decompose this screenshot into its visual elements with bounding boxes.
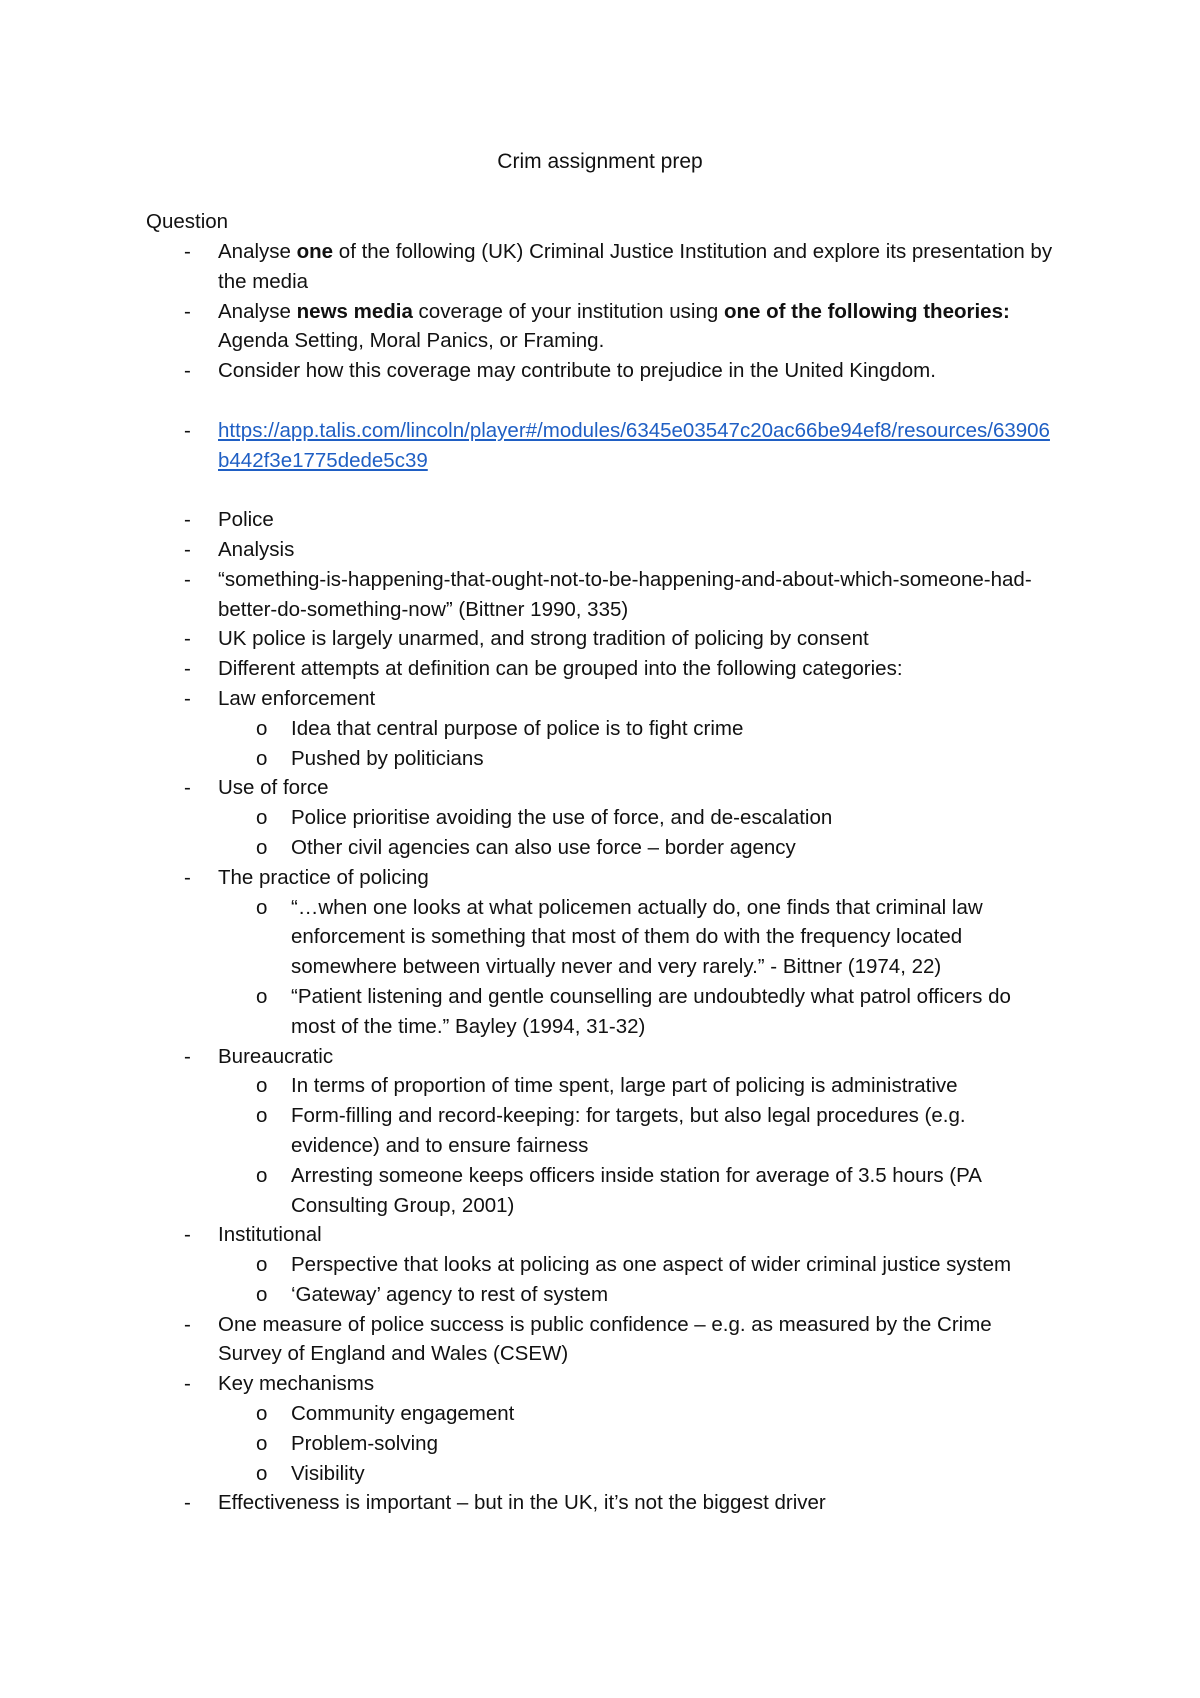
list-item: - The practice of policing — [0, 863, 1200, 893]
document-title: Crim assignment prep — [497, 150, 703, 173]
dash-bullet: - — [184, 418, 191, 442]
circle-bullet: o — [256, 1253, 268, 1277]
list-item: - Police — [0, 505, 1200, 535]
circle-bullet: o — [256, 1074, 268, 1098]
dash-bullet: - — [184, 1491, 191, 1515]
dash-bullet: - — [184, 359, 191, 383]
list-item: - Consider how this coverage may contribute to prejudice in the United Kingdom. — [0, 356, 1200, 386]
sub-list-item: o Pushed by politicians — [0, 744, 1200, 774]
circle-bullet: o — [256, 984, 268, 1008]
list-item: - Law enforcement — [0, 684, 1200, 714]
sub-list-item: o Community engagement — [0, 1399, 1200, 1429]
list-item: - Different attempts at definition can be grouped into the following categories: — [0, 654, 1200, 684]
dash-bullet: - — [184, 1223, 191, 1247]
circle-bullet: o — [256, 746, 268, 770]
circle-bullet: o — [256, 1431, 268, 1455]
sub-list-item: o In terms of proportion of time spent, large part of policing is administrative — [0, 1071, 1200, 1101]
dash-bullet: - — [184, 567, 191, 591]
list-item: - Analysis — [0, 535, 1200, 565]
dash-bullet: - — [184, 1312, 191, 1336]
list-item: - One measure of police success is public confidence – e.g. as measured by the Crime Survey of England and Wales (CSEW) — [0, 1310, 1200, 1370]
circle-bullet: o — [256, 1104, 268, 1128]
list-item — [0, 416, 1200, 476]
list-item: - Analyse one of the following (UK) Criminal Justice Institution and explore its presentation by the media — [0, 237, 1200, 297]
sub-list-item: o Other civil agencies can also use force – border agency — [0, 833, 1200, 863]
dash-bullet: - — [184, 627, 191, 651]
question-heading: Question — [146, 210, 229, 233]
list-item: - Effectiveness is important – but in the UK, it’s not the biggest driver — [0, 1488, 1200, 1518]
blank-line — [0, 386, 1200, 416]
dash-bullet: - — [184, 1372, 191, 1396]
list-item: - UK police is largely unarmed, and strong tradition of policing by consent — [0, 624, 1200, 654]
notes-list — [0, 237, 1200, 1518]
sub-list-item: o ‘Gateway’ agency to rest of system — [0, 1280, 1200, 1310]
circle-bullet: o — [256, 895, 268, 919]
list-item: - Institutional — [0, 1220, 1200, 1250]
dash-bullet: - — [184, 240, 191, 263]
circle-bullet: o — [256, 1461, 268, 1485]
sub-list-item: o Problem-solving — [0, 1429, 1200, 1459]
talis-resource-link[interactable]: https://app.talis.com/lincoln/player#/modules/6345e03547c20ac66be94ef8/resources/63906b442f3e1775dede5c39 — [218, 418, 1050, 472]
sub-list-item: o Police prioritise avoiding the use of force, and de-escalation — [0, 803, 1200, 833]
circle-bullet: o — [256, 806, 268, 830]
circle-bullet: o — [256, 1402, 268, 1426]
sub-list-item: o Perspective that looks at policing as one aspect of wider criminal justice system — [0, 1250, 1200, 1280]
dash-bullet: - — [184, 657, 191, 681]
sub-list-item: o Form-filling and record-keeping: for targets, but also legal procedures (e.g. evidence) and to ensure fairness — [0, 1101, 1200, 1161]
sub-list-item: o Arresting someone keeps officers inside station for average of 3.5 hours (PA Consulting Group, 2001) — [0, 1161, 1200, 1221]
list-item: - Analyse news media coverage of your institution using one of the following theories: Agenda Setting, Moral Panics, or Framing. — [0, 297, 1200, 357]
dash-bullet: - — [184, 686, 191, 710]
sub-list-item: o “…when one looks at what policemen actually do, one finds that criminal law enforcement is something that most of them do with the frequency located somewhere between virtually never and very rarely.” - Bittner (1974, 22) — [0, 893, 1200, 982]
sub-list-item: o Idea that central purpose of police is to fight crime — [0, 714, 1200, 744]
dash-bullet: - — [184, 776, 191, 800]
dash-bullet: - — [184, 299, 191, 323]
sub-list-item: o Visibility — [0, 1459, 1200, 1489]
dash-bullet: - — [184, 1044, 191, 1068]
list-item: - Use of force — [0, 773, 1200, 803]
blank-line — [0, 475, 1200, 505]
dash-bullet: - — [184, 865, 191, 889]
dash-bullet: - — [184, 537, 191, 561]
circle-bullet: o — [256, 716, 268, 740]
circle-bullet: o — [256, 1282, 268, 1306]
sub-list-item: o “Patient listening and gentle counselling are undoubtedly what patrol officers do most of the time.” Bayley (1994, 31-32) — [0, 982, 1200, 1042]
list-item: - “something-is-happening-that-ought-not-to-be-happening-and-about-which-someone-had-better-do-something-now” (Bittner 1990, 335) — [0, 565, 1200, 625]
list-item: - Bureaucratic — [0, 1042, 1200, 1072]
list-item: - Key mechanisms — [0, 1369, 1200, 1399]
dash-bullet: - — [184, 508, 191, 532]
circle-bullet: o — [256, 835, 268, 859]
circle-bullet: o — [256, 1163, 268, 1187]
